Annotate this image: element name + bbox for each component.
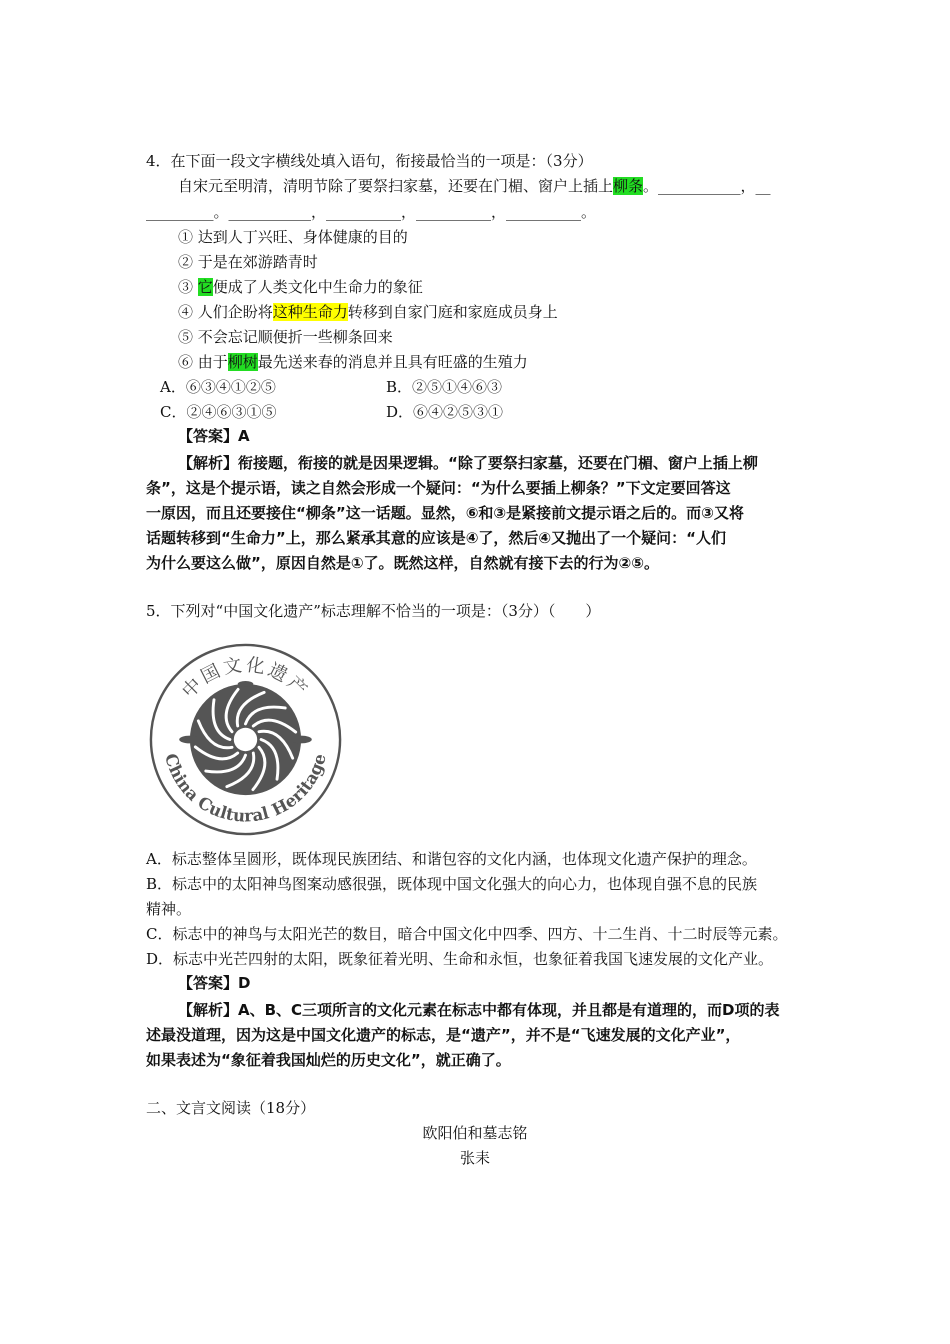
logo-bottom-text: China Cultural Heritage [161,751,330,826]
q4-item-3 [178,276,423,298]
q5-analysis-line1: 【解析】A、B、C三项所言的文化元素在标志中都有体现，并且都是有道理的，而D项的表 [178,1001,780,1019]
q4-answer: 【答案】A [178,427,250,445]
section2-author: 张耒 [459,1149,490,1167]
q4-item-5-text: ⑤ 不会忘记顺便折一些柳条回来 [178,328,393,346]
q4-option-a: A．⑥③④①②⑤ [160,378,276,396]
q4-option-c: C．②④⑥③①⑤ [160,403,277,421]
q5-analysis-line2: 述最没道理，因为这是中国文化遗产的标志，是“遗产”，并不是“飞速发展的文化产业”， [146,1026,741,1044]
section2-title: 欧阳伯和墓志铭 [422,1124,528,1142]
q4-option-d: D．⑥④②⑤③① [386,403,504,421]
q4-item-1 [178,226,408,248]
q4-analysis-line4: 话题转移到“生命力”上，那么紧承其意的应该是④了，然后④又抛出了一个疑问：“人们 [146,529,726,547]
heritage-logo-graphic [148,642,343,837]
q4-passage-line2: _________。___________，__________，__________，__________。 [146,203,597,221]
q4-item-6 [178,351,528,373]
q4-passage-highlight: 柳条 [613,177,644,195]
china-cultural-heritage-logo [148,642,343,837]
q4-question: 4．在下面一段文字横线处填入语句，衔接最恰当的一项是：（3分） [146,152,593,170]
q4-item-4-post: 转移到自家门庭和家庭成员身上 [347,303,558,321]
q4-analysis-line2: 条”，这是个提示语，读之自然会形成一个疑问：“为什么要插上柳条？”下文定要回答这 [146,479,731,497]
q4-passage-post: 。___________，__ [643,177,771,195]
q4-item-6-post: 最先送来春的消息并且具有旺盛的生殖力 [257,353,528,371]
q4-analysis-line5: 为什么要这么做”，原因自然是①了。既然这样，自然就有接下去的行为②⑤。 [146,554,659,572]
q4-item-2-text: ② 于是在郊游踏青时 [178,253,318,271]
logo-top-text: 中国文化遗产 [178,654,313,703]
q4-item-2 [178,251,318,273]
q5-option-c: C．标志中的神鸟与太阳光芒的数目，暗合中国文化中四季、四方、十二生肖、十二时辰等元素。 [146,925,788,943]
q5-analysis-line3: 如果表述为“象征着我国灿烂的历史文化”，就正确了。 [146,1051,511,1069]
q4-analysis-line1: 【解析】衔接题，衔接的就是因果逻辑。“除了要祭扫家墓，还要在门楣、窗户上插上柳 [178,454,758,472]
q4-passage-pre: 自宋元至明清，清明节除了要祭扫家墓，还要在门楣、窗户上插上 [178,177,614,195]
q4-analysis-line3: 一原因，而且还要接住“柳条”这一话题。显然，⑥和③是紧接前文提示语之后的。而③又将 [146,504,744,522]
q5-option-d: D．标志中光芒四射的太阳，既象征着光明、生命和永恒，也象征着我国飞速发展的文化产业。 [146,950,774,968]
q4-item-3-pre: ③ [178,278,198,296]
q5-option-b: B．标志中的太阳神鸟图案动感很强，既体现中国文化强大的向心力，也体现自强不息的民族 [146,875,758,893]
q4-item-3-highlight: 它 [197,278,213,296]
q5-answer: 【答案】D [178,974,251,992]
q4-item-4-pre: ④ 人们企盼将 [178,303,273,321]
q4-item-3-post: 便成了人类文化中生命力的象征 [212,278,423,296]
section2-heading: 二、文言文阅读（18分） [146,1099,316,1117]
q4-item-6-pre: ⑥ 由于 [178,353,228,371]
q5-question: 5．下列对“中国文化遗产”标志理解不恰当的一项是：（3分）（ ） [146,602,601,620]
q5-option-b-cont: 精神。 [146,900,192,918]
q4-item-5 [178,326,393,348]
q4-item-6-highlight: 柳树 [227,353,258,371]
q4-item-4 [178,301,558,323]
q4-item-1-text: ① 达到人丁兴旺、身体健康的目的 [178,228,408,246]
q4-option-b: B．②⑤①④⑥③ [386,378,503,396]
q4-passage-line1 [178,175,771,197]
q5-option-a: A．标志整体呈圆形，既体现民族团结、和谐包容的文化内涵，也体现文化遗产保护的理念。 [146,850,757,868]
q4-item-4-highlight: 这种生命力 [272,303,348,321]
